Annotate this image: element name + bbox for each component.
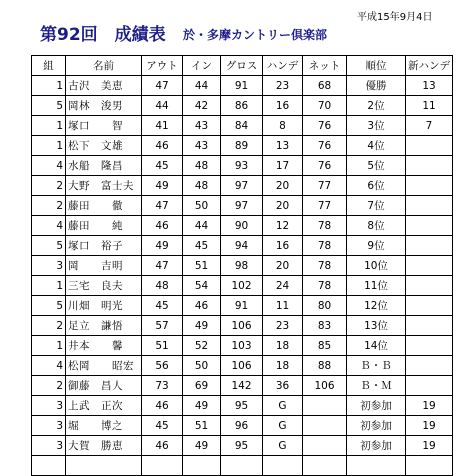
cell-out: 46 bbox=[142, 216, 183, 236]
cell-group: 1 bbox=[32, 336, 66, 356]
cell-new-handicap bbox=[406, 216, 453, 236]
cell-name: 上武 正次 bbox=[66, 396, 142, 416]
table-row bbox=[32, 216, 453, 236]
col-header-rank: 順位 bbox=[347, 56, 406, 76]
table-row bbox=[32, 356, 453, 376]
cell-net: 76 bbox=[303, 116, 347, 136]
cell-gross: 97 bbox=[221, 196, 263, 216]
cell-group: 5 bbox=[32, 96, 66, 116]
col-header-group: 組 bbox=[32, 56, 66, 76]
cell-gross: 103 bbox=[221, 336, 263, 356]
cell-in: 49 bbox=[183, 436, 221, 456]
col-header-out: アウト bbox=[142, 56, 183, 76]
cell-net: 76 bbox=[303, 136, 347, 156]
cell-net: 85 bbox=[303, 336, 347, 356]
cell-new-handicap bbox=[406, 316, 453, 336]
cell-new-handicap bbox=[406, 456, 453, 476]
cell-group: 5 bbox=[32, 296, 66, 316]
cell-rank: 2位 bbox=[347, 96, 406, 116]
table-row bbox=[32, 96, 453, 116]
cell-out: 46 bbox=[142, 396, 183, 416]
cell-new-handicap: 19 bbox=[406, 436, 453, 456]
cell-net: 83 bbox=[303, 316, 347, 336]
cell-group: 5 bbox=[32, 236, 66, 256]
cell-new-handicap bbox=[406, 276, 453, 296]
cell-out: 47 bbox=[142, 196, 183, 216]
cell-name: 塚口 智 bbox=[66, 116, 142, 136]
cell-name: 塚口 裕子 bbox=[66, 236, 142, 256]
cell-out: 73 bbox=[142, 376, 183, 396]
page-title: 第92回 成績表 bbox=[40, 25, 166, 45]
table-row bbox=[32, 176, 453, 196]
cell-handicap: 36 bbox=[263, 376, 303, 396]
cell-gross: 86 bbox=[221, 96, 263, 116]
cell-group: 4 bbox=[32, 216, 66, 236]
cell-net: 68 bbox=[303, 76, 347, 96]
cell-out: 47 bbox=[142, 76, 183, 96]
cell-name: 御藤 昌人 bbox=[66, 376, 142, 396]
cell-rank: Ｂ・Ｍ bbox=[347, 376, 406, 396]
cell-out: 47 bbox=[142, 256, 183, 276]
cell-new-handicap bbox=[406, 196, 453, 216]
cell-handicap: G bbox=[263, 436, 303, 456]
table-row bbox=[32, 116, 453, 136]
cell-gross: 95 bbox=[221, 396, 263, 416]
cell-group: 4 bbox=[32, 356, 66, 376]
cell-in: 51 bbox=[183, 256, 221, 276]
cell-group: 2 bbox=[32, 196, 66, 216]
cell-rank: 13位 bbox=[347, 316, 406, 336]
cell-net: 78 bbox=[303, 256, 347, 276]
cell-rank: 6位 bbox=[347, 176, 406, 196]
cell-name: 松下 文雄 bbox=[66, 136, 142, 156]
cell-net bbox=[303, 396, 347, 416]
cell-rank: 12位 bbox=[347, 296, 406, 316]
cell-handicap: G bbox=[263, 396, 303, 416]
col-header-new-handicap: 新ハンデ bbox=[406, 56, 453, 76]
table-row bbox=[32, 396, 453, 416]
cell-handicap: 11 bbox=[263, 296, 303, 316]
cell-net: 78 bbox=[303, 216, 347, 236]
cell-gross: 89 bbox=[221, 136, 263, 156]
cell-in: 69 bbox=[183, 376, 221, 396]
cell-handicap: 18 bbox=[263, 356, 303, 376]
cell-group: 4 bbox=[32, 156, 66, 176]
cell-new-handicap bbox=[406, 356, 453, 376]
cell-name: 三宅 良夫 bbox=[66, 276, 142, 296]
table-row bbox=[32, 236, 453, 256]
cell-in: 49 bbox=[183, 316, 221, 336]
cell-in: 52 bbox=[183, 336, 221, 356]
cell-in: 43 bbox=[183, 116, 221, 136]
cell-handicap bbox=[263, 456, 303, 476]
cell-net: 76 bbox=[303, 156, 347, 176]
col-header-net: ネット bbox=[303, 56, 347, 76]
cell-out: 49 bbox=[142, 176, 183, 196]
cell-out: 48 bbox=[142, 276, 183, 296]
cell-rank: 14位 bbox=[347, 336, 406, 356]
cell-new-handicap bbox=[406, 136, 453, 156]
cell-gross: 84 bbox=[221, 116, 263, 136]
col-header-in: イン bbox=[183, 56, 221, 76]
venue-subtitle: 於・多摩カントリー倶楽部 bbox=[183, 28, 328, 42]
cell-out: 45 bbox=[142, 416, 183, 436]
cell-handicap: 17 bbox=[263, 156, 303, 176]
cell-gross: 91 bbox=[221, 296, 263, 316]
cell-name: 井本 馨 bbox=[66, 336, 142, 356]
cell-out: 51 bbox=[142, 336, 183, 356]
cell-in: 42 bbox=[183, 96, 221, 116]
cell-in: 48 bbox=[183, 156, 221, 176]
cell-in: 49 bbox=[183, 396, 221, 416]
cell-group: 2 bbox=[32, 376, 66, 396]
col-header-handicap: ハンデ bbox=[263, 56, 303, 76]
cell-name: 藤田 純 bbox=[66, 216, 142, 236]
cell-new-handicap: 19 bbox=[406, 416, 453, 436]
cell-handicap: 20 bbox=[263, 176, 303, 196]
cell-out: 45 bbox=[142, 296, 183, 316]
cell-in: 51 bbox=[183, 416, 221, 436]
cell-net bbox=[303, 416, 347, 436]
cell-rank: 5位 bbox=[347, 156, 406, 176]
cell-net: 106 bbox=[303, 376, 347, 396]
cell-group: 3 bbox=[32, 396, 66, 416]
cell-gross bbox=[221, 456, 263, 476]
cell-name: 川畑 明光 bbox=[66, 296, 142, 316]
cell-new-handicap bbox=[406, 336, 453, 356]
cell-gross: 97 bbox=[221, 176, 263, 196]
table-row bbox=[32, 416, 453, 436]
cell-gross: 95 bbox=[221, 436, 263, 456]
cell-gross: 91 bbox=[221, 76, 263, 96]
cell-in: 50 bbox=[183, 356, 221, 376]
cell-new-handicap: 13 bbox=[406, 76, 453, 96]
cell-handicap: 16 bbox=[263, 96, 303, 116]
cell-group: 2 bbox=[32, 316, 66, 336]
cell-group: 1 bbox=[32, 116, 66, 136]
cell-handicap: 23 bbox=[263, 76, 303, 96]
cell-in: 43 bbox=[183, 136, 221, 156]
table-row bbox=[32, 196, 453, 216]
cell-group bbox=[32, 456, 66, 476]
cell-handicap: 12 bbox=[263, 216, 303, 236]
cell-name: 大賀 勝恵 bbox=[66, 436, 142, 456]
table-row bbox=[32, 136, 453, 156]
cell-rank: 優勝 bbox=[347, 76, 406, 96]
table-row bbox=[32, 76, 453, 96]
table-row bbox=[32, 376, 453, 396]
table-row bbox=[32, 276, 453, 296]
table-row bbox=[32, 316, 453, 336]
cell-out bbox=[142, 456, 183, 476]
cell-net: 88 bbox=[303, 356, 347, 376]
table-row bbox=[32, 336, 453, 356]
cell-new-handicap: 19 bbox=[406, 396, 453, 416]
cell-group: 3 bbox=[32, 436, 66, 456]
cell-net: 77 bbox=[303, 196, 347, 216]
cell-net bbox=[303, 456, 347, 476]
cell-in: 44 bbox=[183, 76, 221, 96]
cell-group: 1 bbox=[32, 76, 66, 96]
cell-rank: Ｂ・Ｂ bbox=[347, 356, 406, 376]
col-header-name: 名前 bbox=[66, 56, 142, 76]
cell-new-handicap bbox=[406, 256, 453, 276]
cell-net: 78 bbox=[303, 276, 347, 296]
cell-new-handicap bbox=[406, 376, 453, 396]
cell-handicap: 18 bbox=[263, 336, 303, 356]
cell-gross: 93 bbox=[221, 156, 263, 176]
cell-handicap: 24 bbox=[263, 276, 303, 296]
cell-handicap: G bbox=[263, 416, 303, 436]
cell-in: 45 bbox=[183, 236, 221, 256]
cell-group: 1 bbox=[32, 276, 66, 296]
cell-out: 44 bbox=[142, 96, 183, 116]
cell-rank: 11位 bbox=[347, 276, 406, 296]
cell-net: 78 bbox=[303, 236, 347, 256]
cell-out: 49 bbox=[142, 236, 183, 256]
table-row bbox=[32, 436, 453, 456]
report-date: 平成15年9月4日 bbox=[357, 12, 433, 23]
cell-gross: 96 bbox=[221, 416, 263, 436]
cell-rank: 4位 bbox=[347, 136, 406, 156]
cell-gross: 142 bbox=[221, 376, 263, 396]
cell-gross: 106 bbox=[221, 356, 263, 376]
cell-handicap: 20 bbox=[263, 196, 303, 216]
cell-handicap: 16 bbox=[263, 236, 303, 256]
cell-out: 46 bbox=[142, 436, 183, 456]
cell-rank: 9位 bbox=[347, 236, 406, 256]
cell-handicap: 20 bbox=[263, 256, 303, 276]
cell-group: 2 bbox=[32, 176, 66, 196]
cell-group: 3 bbox=[32, 416, 66, 436]
cell-in: 44 bbox=[183, 216, 221, 236]
cell-gross: 94 bbox=[221, 236, 263, 256]
cell-gross: 106 bbox=[221, 316, 263, 336]
cell-rank: 3位 bbox=[347, 116, 406, 136]
cell-group: 1 bbox=[32, 136, 66, 156]
cell-name: 岡 吉明 bbox=[66, 256, 142, 276]
cell-name: 水船 隆昌 bbox=[66, 156, 142, 176]
cell-name: 松岡 昭宏 bbox=[66, 356, 142, 376]
cell-out: 41 bbox=[142, 116, 183, 136]
cell-out: 57 bbox=[142, 316, 183, 336]
cell-gross: 98 bbox=[221, 256, 263, 276]
cell-net: 80 bbox=[303, 296, 347, 316]
cell-new-handicap bbox=[406, 176, 453, 196]
cell-name bbox=[66, 456, 142, 476]
cell-name: 藤田 徹 bbox=[66, 196, 142, 216]
cell-name: 岡林 浚男 bbox=[66, 96, 142, 116]
results-table bbox=[31, 55, 453, 476]
cell-group: 3 bbox=[32, 256, 66, 276]
cell-name: 足立 謙悟 bbox=[66, 316, 142, 336]
cell-new-handicap bbox=[406, 236, 453, 256]
cell-handicap: 23 bbox=[263, 316, 303, 336]
cell-handicap: 13 bbox=[263, 136, 303, 156]
cell-in bbox=[183, 456, 221, 476]
cell-rank: 8位 bbox=[347, 216, 406, 236]
cell-rank: 初参加 bbox=[347, 396, 406, 416]
cell-new-handicap bbox=[406, 156, 453, 176]
cell-in: 50 bbox=[183, 196, 221, 216]
table-row bbox=[32, 296, 453, 316]
cell-out: 46 bbox=[142, 136, 183, 156]
cell-rank bbox=[347, 456, 406, 476]
cell-name: 大野 富士夫 bbox=[66, 176, 142, 196]
cell-rank: 初参加 bbox=[347, 416, 406, 436]
cell-out: 56 bbox=[142, 356, 183, 376]
cell-new-handicap bbox=[406, 296, 453, 316]
cell-name: 古沢 美恵 bbox=[66, 76, 142, 96]
cell-rank: 初参加 bbox=[347, 436, 406, 456]
cell-net: 70 bbox=[303, 96, 347, 116]
table-header-row bbox=[32, 56, 453, 76]
cell-new-handicap: 11 bbox=[406, 96, 453, 116]
cell-in: 46 bbox=[183, 296, 221, 316]
cell-gross: 102 bbox=[221, 276, 263, 296]
cell-name: 堀 博之 bbox=[66, 416, 142, 436]
cell-net bbox=[303, 436, 347, 456]
cell-in: 54 bbox=[183, 276, 221, 296]
cell-gross: 90 bbox=[221, 216, 263, 236]
table-row bbox=[32, 456, 453, 476]
cell-in: 48 bbox=[183, 176, 221, 196]
cell-new-handicap: 7 bbox=[406, 116, 453, 136]
cell-rank: 10位 bbox=[347, 256, 406, 276]
cell-handicap: 8 bbox=[263, 116, 303, 136]
cell-out: 45 bbox=[142, 156, 183, 176]
table-row bbox=[32, 256, 453, 276]
table-row bbox=[32, 156, 453, 176]
col-header-gross: グロス bbox=[221, 56, 263, 76]
cell-net: 77 bbox=[303, 176, 347, 196]
cell-rank: 7位 bbox=[347, 196, 406, 216]
